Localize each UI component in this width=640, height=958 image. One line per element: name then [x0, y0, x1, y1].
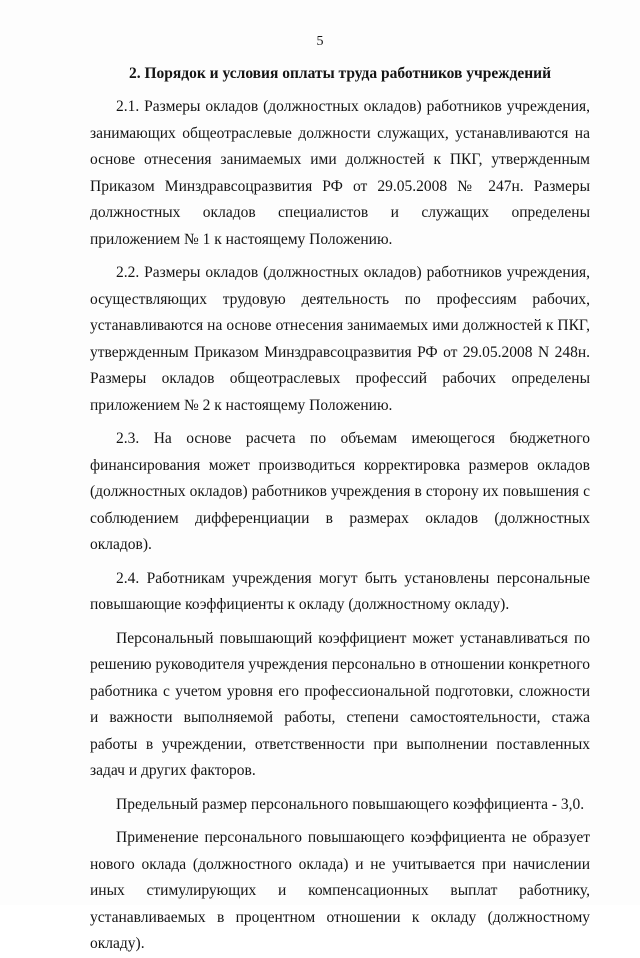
paragraph-coefficient-application: Применение персонального повышающего коэффициента не образует нового оклада (должностного оклада) и не учитывается при начислении иных стимулирующих и компенсационных выплат работнику, устанавливаемых в процентном отношении к окладу (должностному окладу).: [90, 829, 590, 952]
paragraph-coefficient-rules: Персональный повышающий коэффициент может устанавливаться по решению руководителя учреждения персонально в отношении конкретного работника с учетом уровня его профессиональной подготовки, сложности и важности выполняемой работы, степени самостоятельности, стажа работы в учреждении, ответственности при выполнении поставленных задач и других факторов.: [90, 629, 590, 779]
body-text: [90, 94, 590, 958]
section-heading: 2. Порядок и условия оплаты труда работников учреждений: [128, 65, 552, 82]
page-number: 5: [316, 34, 324, 49]
paragraph-coefficient-limit: Предельный размер персонального повышающего коэффициента - 3,0.: [116, 795, 585, 813]
paragraph-2-4: 2.4. Работникам учреждения могут быть установлены персональные повышающие коэффициенты к окладу (должностному окладу).: [90, 569, 590, 613]
paragraph-2-2: 2.2. Размеры окладов (должностных окладов) работников учреждения, осуществляющих трудовую деятельность по профессиям рабочих, устанавливаются на основе отнесения занимаемых ими должностей к ПКГ, утвержденным Приказом Минздравсоцразвития РФ от 29.05.2008 N 248н. Размеры окладов общеотраслевых профессий рабочих определены приложением № 2 к настоящему Положению.: [90, 264, 590, 414]
paragraph-2-1: 2.1. Размеры окладов (должностных окладов) работников учреждения, занимающих общеотраслевые должности служащих, устанавливаются на основе отнесения занимаемых ими должностей к ПКГ, утвержденным Приказом Минздравсоцразвития РФ от 29.05.2008 № 247н. Размеры должностных окладов специалистов и служащих определены приложением № 1 к настоящему Положению.: [90, 98, 590, 248]
paragraph-2-3: 2.3. На основе расчета по объемам имеющегося бюджетного финансирования может производиться корректировка размеров окладов (должностных окладов) работников учреждения в сторону их повышения с соблюдением дифференциации в размерах окладов (должностных окладов).: [90, 430, 590, 553]
